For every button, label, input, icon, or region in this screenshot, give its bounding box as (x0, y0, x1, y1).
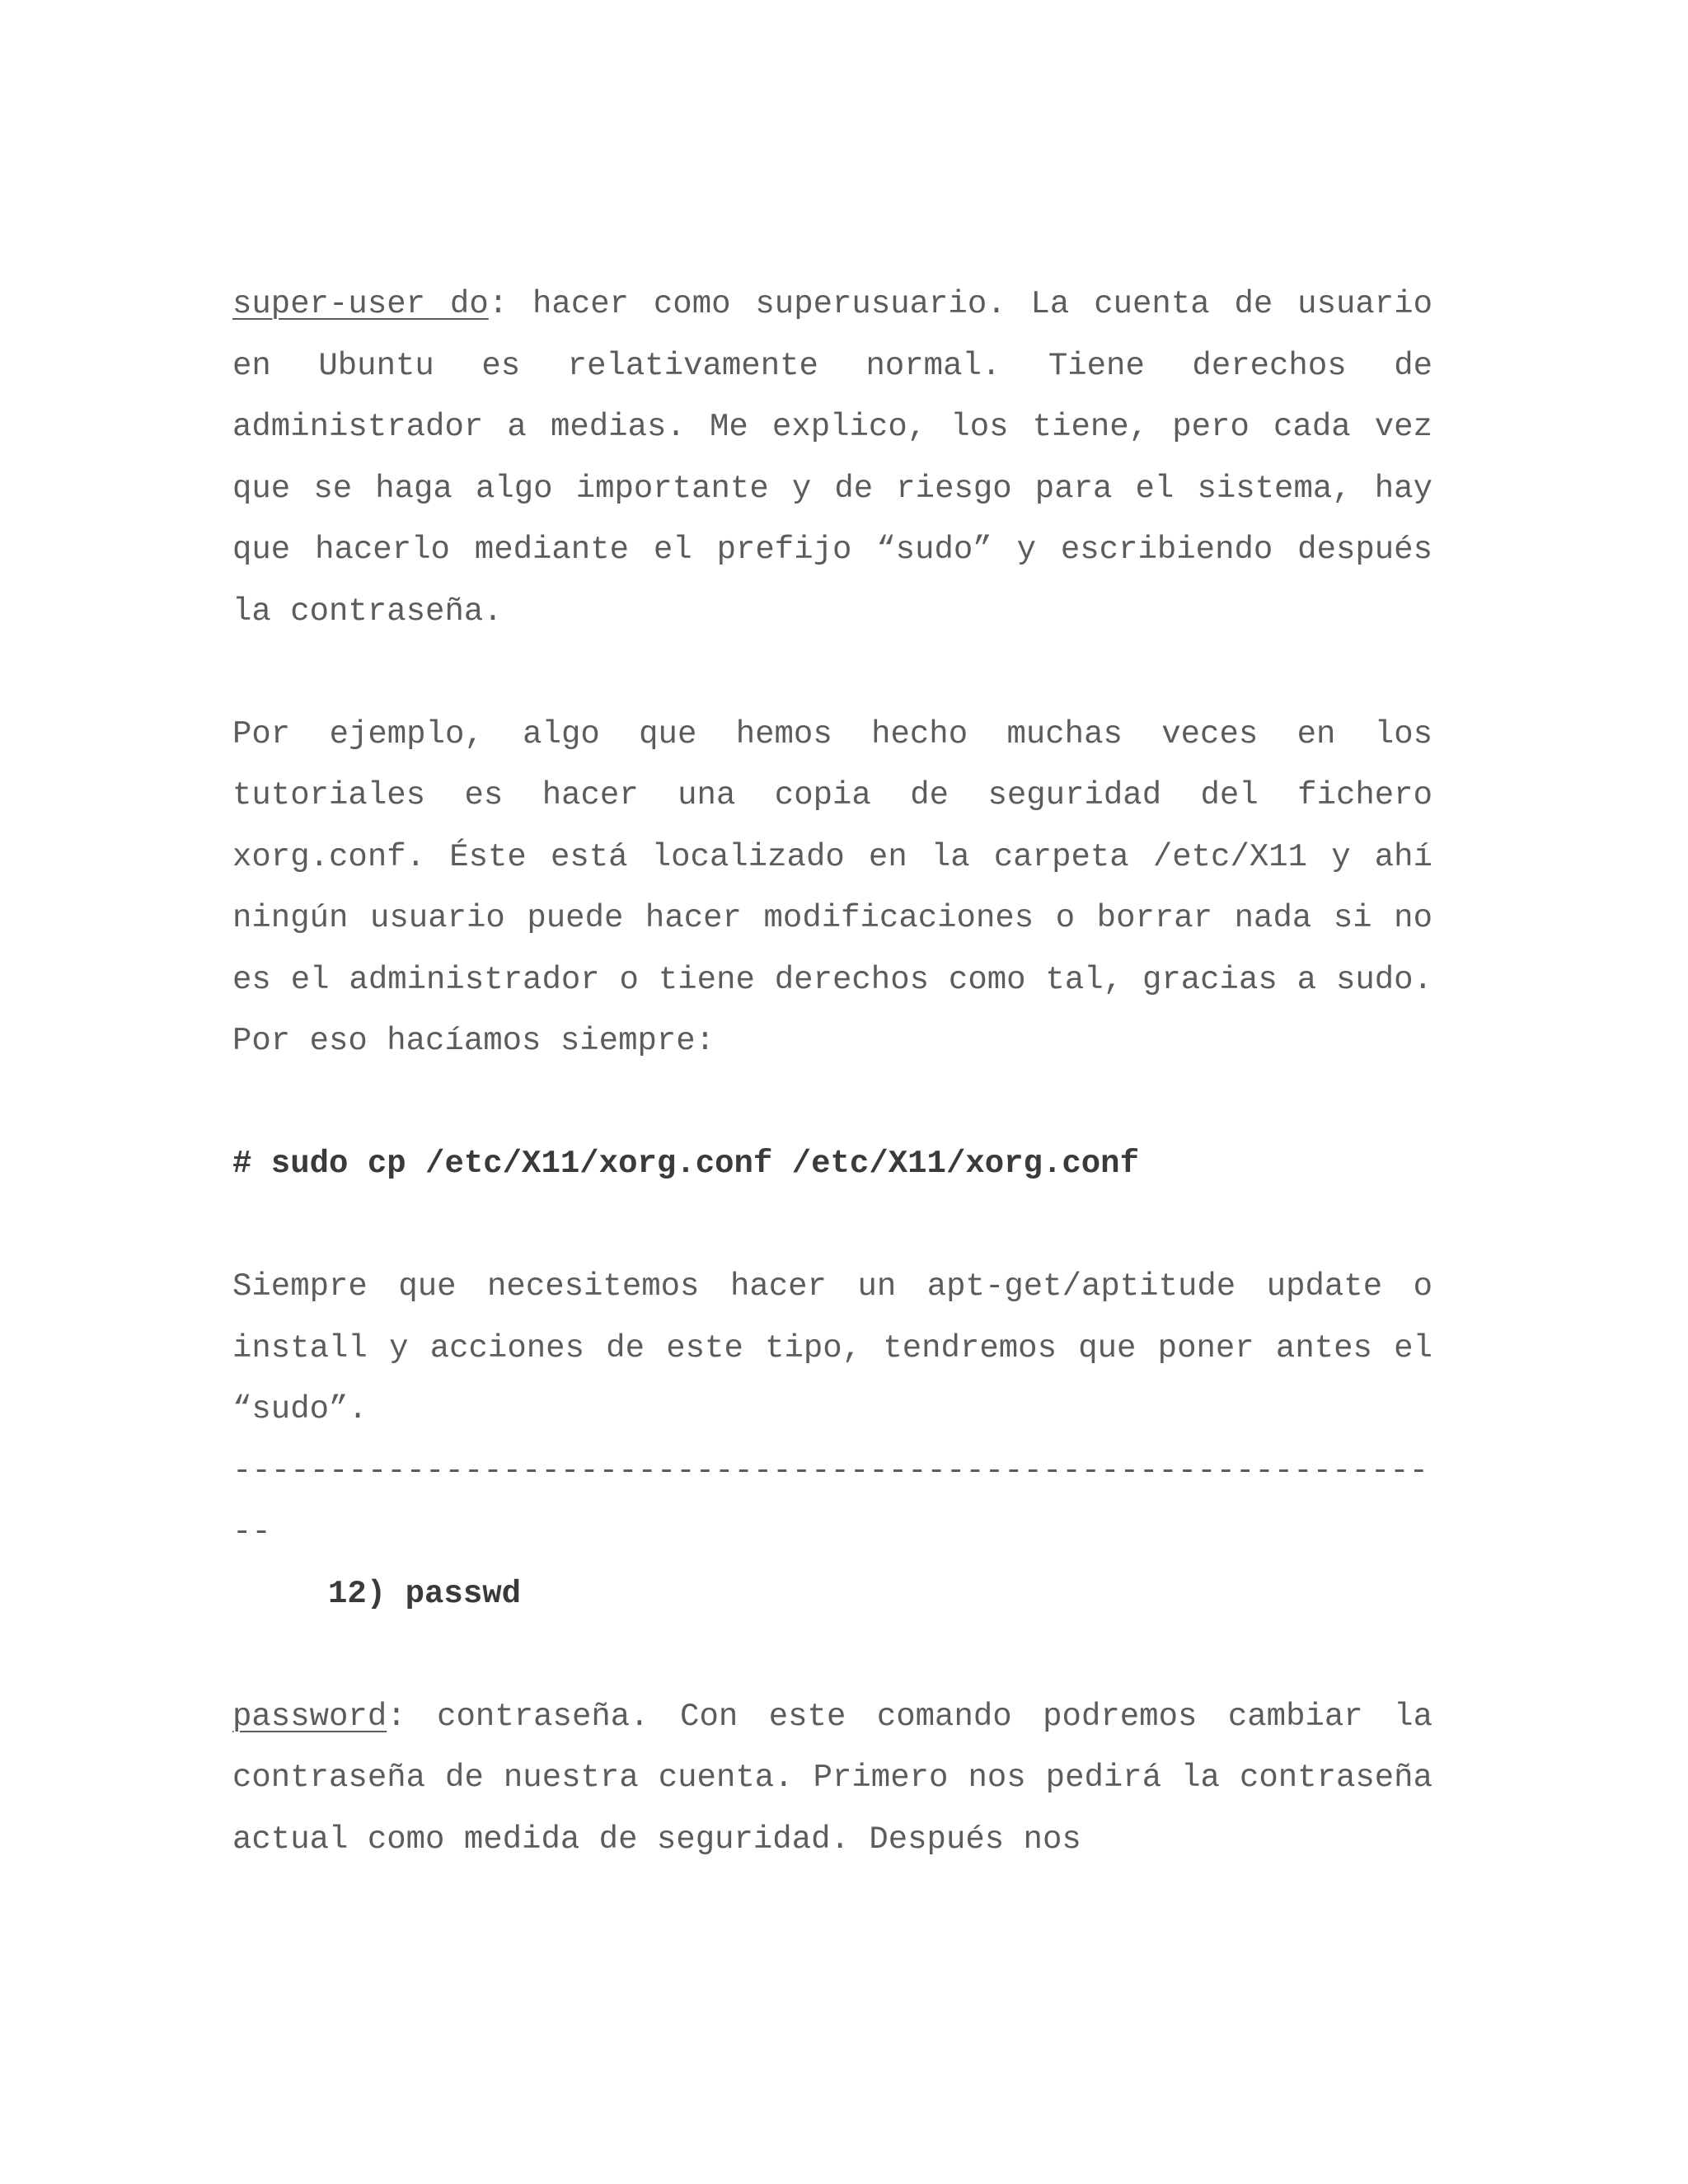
passwd-definition-text: : contraseña. Con este comando podremos cambiar la contraseña de nuestra cuenta. Primero nos pedirá la contraseña actual como medida de seguridad. Después nos (232, 1698, 1432, 1858)
sudo-term: super-user do (232, 286, 489, 322)
section-separator: ---------------------------------------------------------------- (232, 1452, 1429, 1550)
sudo-command-line: # sudo cp /etc/X11/xorg.conf /etc/X11/xorg.conf (232, 1146, 1139, 1182)
sudo-closing-paragraph: Siempre que necesitemos hacer un apt-get/aptitude update o install y acciones de este tipo, tendremos que poner antes el “sudo”. (232, 1268, 1432, 1427)
passwd-term: password (232, 1698, 387, 1735)
passwd-definition-paragraph (232, 1686, 1432, 1871)
sudo-definition-paragraph (232, 274, 1432, 642)
document-body (232, 274, 1432, 1870)
sudo-definition-text: : hacer como superusuario. La cuenta de usuario en Ubuntu es relativamente normal. Tiene derechos de administrador a medias. Me explico, los tiene, pero cada vez que se haga algo importante y de riesgo para el sistema, hay que hacerlo mediante el prefijo “sudo” y escribiendo después la contraseña. (232, 286, 1433, 630)
passwd-heading: 12) passwd (328, 1575, 522, 1612)
sudo-example-paragraph: Por ejemplo, algo que hemos hecho muchas veces en los tutoriales es hacer una copia de seguridad del fichero xorg.conf. Éste está localizado en la carpeta /etc/X11 y ahí ningún usuario puede hacer modificaciones o borrar nada si no es el administrador o tiene derechos como tal, gracias a sudo. Por eso hacíamos siempre: (232, 715, 1432, 1059)
